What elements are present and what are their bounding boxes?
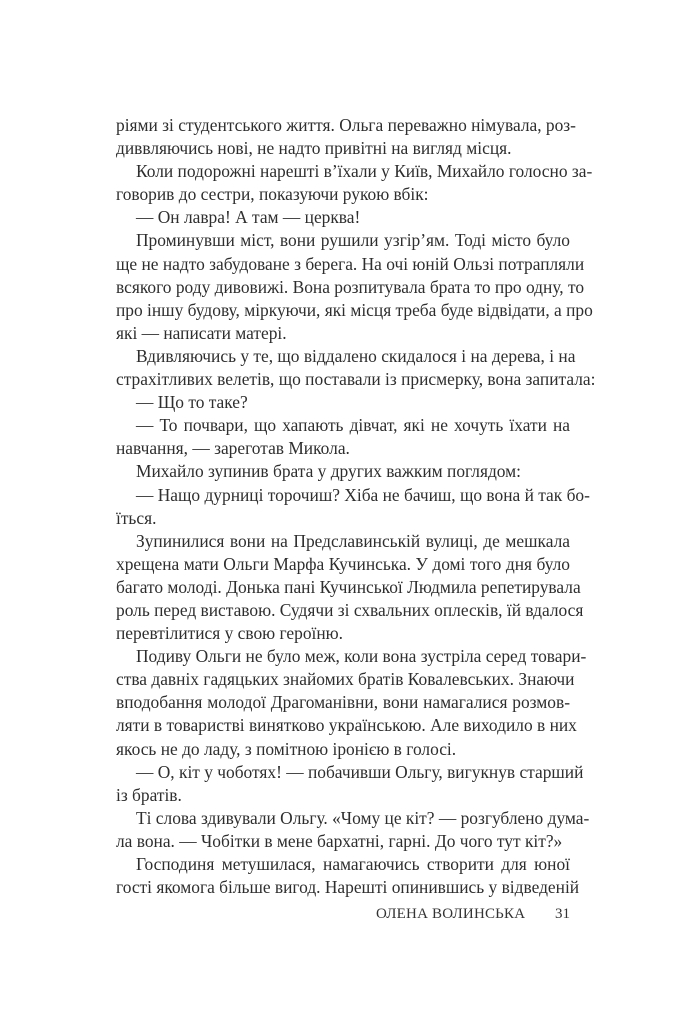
text-line: — О, кіт у чоботях! — побачивши Ольгу, вигукнув старший [136, 761, 584, 782]
page-body [116, 114, 596, 899]
text-line: Михайло зупинив брата у других важким поглядом: [136, 461, 521, 482]
text-line: багато молоді. Донька пані Кучинської Людмила репетирувала [116, 576, 581, 597]
text-line: Зупинилися вони на Предславинській вулиці, де мешкала [136, 530, 570, 551]
text-line: — Нащо дурниці торочиш? Хіба не бачиш, що вона й так бо- [136, 484, 590, 505]
text-line: гості якомога більше вигод. Нарешті опинившись у відведеній [116, 877, 580, 898]
text-line: які — написати матері. [116, 322, 287, 343]
page-footer [116, 906, 570, 923]
text-line: ляти в товаристві винятково українською. Але виходило в них [116, 715, 577, 736]
text-line: диввляючись нові, не надто привітні на вигляд місця. [116, 138, 512, 159]
text-line: вподобання молодої Драгоманівни, вони намагалися розмов- [116, 692, 570, 713]
text-line: Вдивляючись у те, що віддалено скидалося і на дерева, і на [136, 345, 576, 366]
text-line: Ті слова здивували Ольгу. «Чому це кіт? — розгублено дума- [136, 807, 590, 828]
text-line: Господиня метушилася, намагаючись створити для юної [136, 854, 570, 874]
text-line: — Що то таке? [136, 392, 248, 413]
text-line: Проминувши міст, вони рушили узгір’ям. Тоді місто було [136, 230, 570, 251]
text-line: навчання, — зареготав Микола. [116, 438, 350, 459]
text-line: Подиву Ольги не було меж, коли вона зустріла серед товари- [136, 646, 587, 667]
text-line: про іншу будову, міркуючи, які місця треба буде відвідати, а про [116, 299, 593, 320]
text-line: всякого роду дивовижі. Вона розпитувала брата то про одну, то [116, 276, 585, 297]
text-line: — Он лавра! А там — церква! [136, 207, 361, 228]
text-line: ла вона. — Чобітки в мене бархатні, гарні. До чого тут кіт?» [116, 830, 563, 851]
text-line: — То почвари, що хапають дівчат, які не хочуть їхати на [136, 415, 570, 436]
text-line: ще не надто забудоване з берега. На очі юній Ользі потрапляли [116, 253, 585, 274]
text-line: говорив до сестри, показуючи рукою вбік: [116, 184, 429, 205]
text-line: страхітливих велетів, що поставали із присмерку, вона запитала: [116, 369, 596, 390]
text-line: Коли подорожні нарешті в’їхали у Київ, Михайло голосно за- [136, 161, 593, 182]
text-line: роль перед виставою. Судячи зі схвальних оплесків, їй вдалося [116, 599, 584, 620]
text-line: перевтілитися у свою героїню. [116, 623, 343, 644]
running-footer-author: ОЛЕНА ВОЛИНСЬКА [376, 906, 526, 922]
text-line: якось не до ладу, з помітною іронією в голосі. [116, 738, 457, 759]
text-line: із братів. [116, 784, 182, 805]
text-line: ства давніх гадяцьких знайомих братів Ковалевських. Знаючи [116, 669, 575, 690]
text-line: ріями зі студентського життя. Ольга переважно німувала, роз- [116, 115, 576, 135]
text-line: їться. [116, 507, 157, 528]
text-line: хрещена мати Ольги Марфа Кучинська. У домі того дня було [116, 553, 570, 574]
page-number: 31 [555, 906, 570, 922]
